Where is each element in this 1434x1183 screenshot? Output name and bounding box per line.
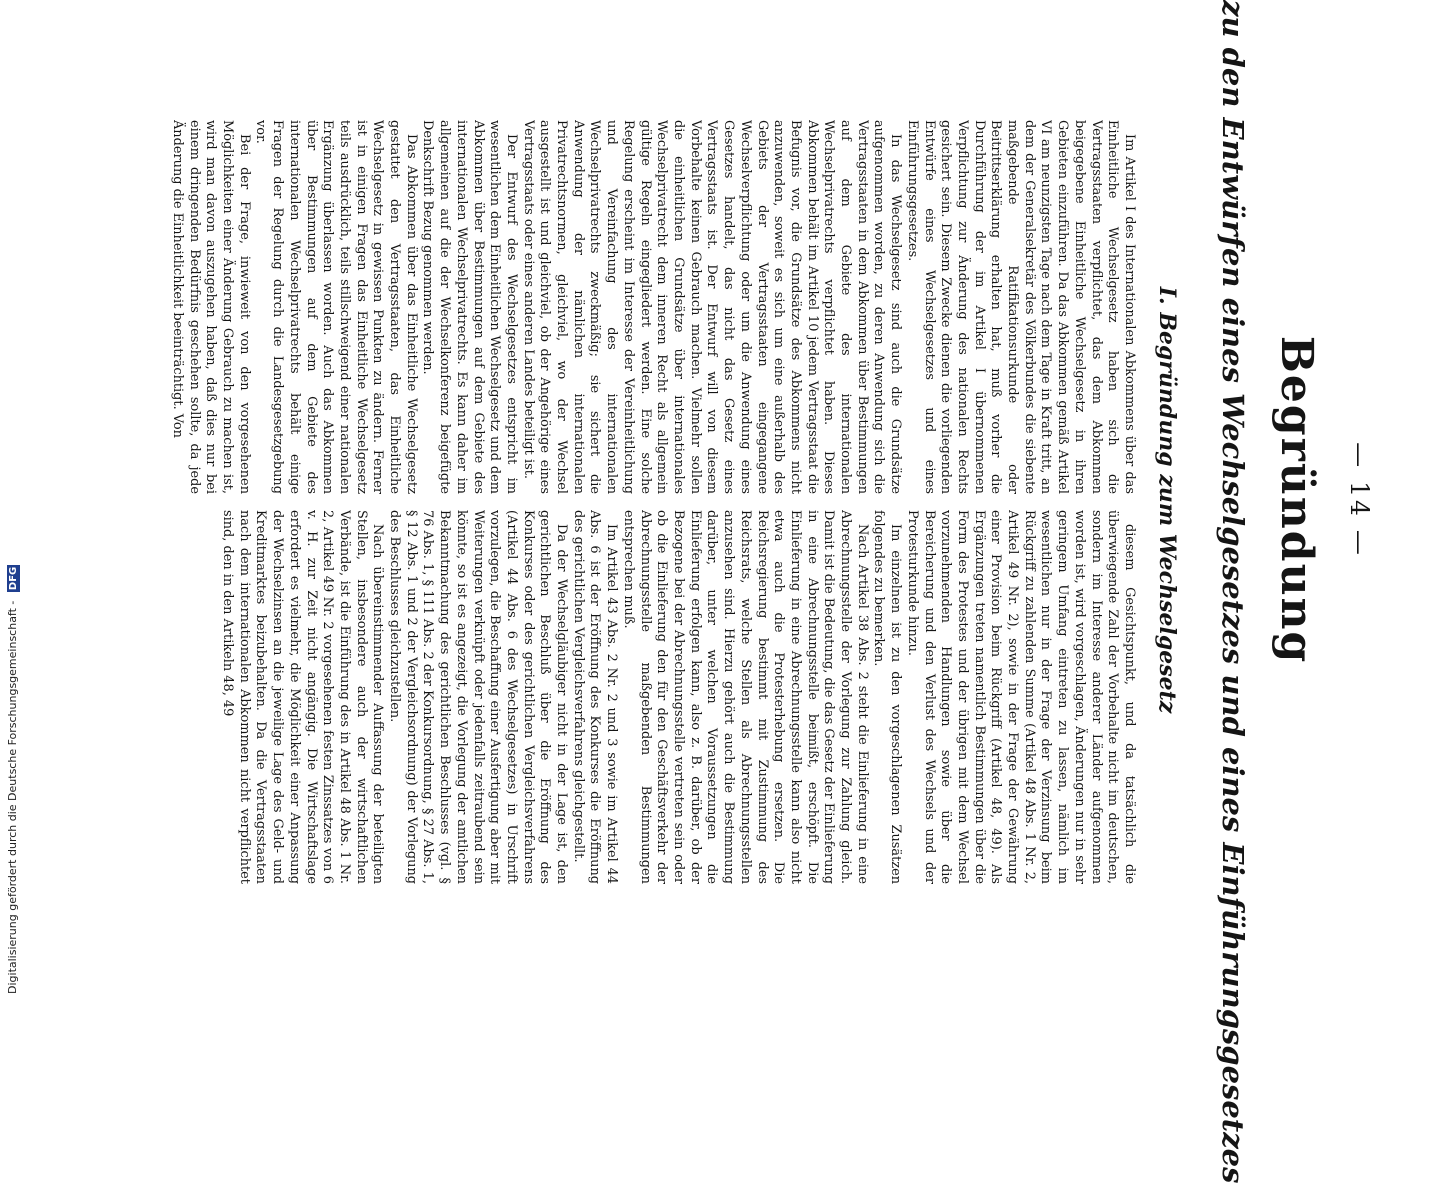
paragraph: Der Entwurf des Wechselgesetzes entspricht im wesentlichen dem Einheitlichen Wechselgesetz und dem Abkommen über Bestimmungen auf dem Gebiete des internationalen Wechselprivatrechts. Es kann daher im allgemeinen auf die der Wechselkonferenz beigefügte Denkschrift Bezug genommen werden. [420,120,519,494]
page-number: — 14 — [1345,442,1374,558]
section-heading: I. Begründung zum Wechselgesetz [1154,286,1180,714]
paragraph: Nach Artikel 38 Abs. 2 steht die Einlieferung in eine Abrechnungsstelle der Vorlegung zur Zahlung gleich. Damit ist die Bedeutung, die das Gesetz der Einlieferung in eine Abrechnungsstelle beimißt, erschöpft. Die Einlieferung in eine Abrechnungsstelle kann also nicht etwa auch die Protesterhebung ersetzen. Die Reichsregierung bestimmt mit Zustimmung des Reichsrats, welche Stellen als Abrechnungsstellen anzusehen sind. Hierzu gehört auch die Bestimmung darüber, unter welchen Voraussetzungen die Einlieferung erfolgen kann, also z. B. darüber, ob der Bezogene bei der Abrechnungsstelle vertreten sein oder ob die Einlieferung den für den Geschäftsverkehr der Abrechnungsstelle maßgebenden Bestimmungen entsprechen muß. [620,510,870,884]
credit-text: Digitalisierung gefördert durch die Deutsche Forschungsgemeinschaft - [6,600,19,994]
paragraph: Im Artikel I des Internationalen Abkommens über das Einheitliche Wechselgesetz haben sich die Vertragsstaaten verpflichtet, das dem Abkommen beigegebene Einheitliche Wechselgesetz in ihren Gebieten einzuführen. Da das Abkommen gemäß Artikel VI am neunzigsten Tage nach dem Tage in Kraft tritt, an dem der Generalsekretär des Völkerbundes die siebente maßgebende Ratifikationsurkunde oder Beitrittserklärung erhalten hat, muß vorher die Durchführung der im Artikel I übernommenen Verpflichtung zur Änderung des nationalen Rechts gesichert sein. Diesem Zwecke dienen die vorliegenden Entwürfe eines Wechselgesetzes und eines Einführungsgesetzes. [904,120,1137,494]
page-title: Begründung [1271,335,1322,665]
paragraph: Das Abkommen über das Einheitliche Wechselgesetz gestattet den Vertragsstaaten, das Einheitliche Wechselgesetz in gewissen Punkten zu ändern. Ferner ist in einigen Fragen das Einheitliche Wechselgesetz teils ausdrücklich, teils stillschweigend einer nationalen Ergänzung überlassen worden. Auch das Abkommen über Bestimmungen auf dem Gebiete des internationalen Wechselprivatrechts behält einige Fragen der Regelung durch die Landesgesetzgebung vor. [253,120,419,494]
paragraph: Nach übereinstimmender Auffassung der beteiligten Stellen, insbesondere auch der wirtschaftlichen Verbände, ist die Einführung des in Artikel 48 Abs. 1 Nr. 2, Artikel 49 Nr. 2 vorgesehenen festen Zinssatzes von 6 v. H. zur Zeit nicht angängig. Die Wirtschaftslage erfordert es vielmehr, die Möglichkeit einer Anpassung der Wechselzinsen an die jeweilige Lage des Geld- und Kreditmarktes beizubehalten. Da die Vertragsstaaten nach dem internationalen Abkommen nicht verpflichtet sind, den in den Artikeln 48, 49 [220,510,386,884]
paragraph: In das Wechselgesetz sind auch die Grundsätze aufgenommen worden, zu deren Anwendung sich die Vertragsstaaten in dem Abkommen über Bestimmungen auf dem Gebiete des internationalen Wechselprivatrechts verpflichtet haben. Dieses Abkommen behält im Artikel 10 jedem Vertragsstaat die Befugnis vor, die Grundsätze des Abkommens nicht anzuwenden, soweit es sich um eine außerhalb des Gebiets der Vertragsstaaten eingegangene Wechselverpflichtung oder um die Anwendung eines Gesetzes handelt, das nicht das Gesetz eines Vertragsstaats ist. Der Entwurf will von diesem Vorbehalte keinen Gebrauch machen. Vielmehr sollen die einheitlichen Grundsätze über internationales Wechselprivatrecht dem inneren Recht als allgemein gültige Regeln eingegliedert werden. Eine solche Regelung erscheint im Interesse der Vereinheitlichung und Vereinfachung des internationalen Wechselprivatrechts zweckmäßig; sie sichert die Anwendung der nämlichen internationalen Privatrechtsnormen, gleichviel, wo der Wechsel ausgestellt ist und gleichviel, ob der Angehörige eines Vertragsstaats oder eines anderen Landes beteiligt ist. [520,120,904,494]
paragraph: Im einzelnen ist zu den vorgeschlagenen Zusätzen folgendes zu bemerken. [871,510,904,884]
paragraph: Bei der Frage, inwieweit von den vorgesehenen Möglichkeiten einer Änderung Gebrauch zu machen ist, wird man davon auszugehen haben, daß dies nur bei einem dringenden Bedürfnis geschehen sollte, da jede Änderung die Einheitlichkeit beeinträchtigt. Von [169,120,252,494]
text-column-right [125,510,1137,884]
dfg-logo-icon: DFG [7,566,19,591]
paragraph: diesem Gesichtspunkt, und da tatsächlich die überwiegende Zahl der Vorbehalte nicht im deutschen, sondern im Interesse anderer Länder aufgenommen worden ist, wird vorgeschlagen, Änderungen nur in sehr geringem Umfang eintreten zu lassen, nämlich im wesentlichen nur in der Frage der Verzinsung beim Rückgriff zu zahlenden Summe (Artikel 48 Abs. 1 Nr. 2, Artikel 49 Nr. 2), sowie in der Frage der Gewährung einer Provision beim Rückgriff (Artikel 48, 49). Als Ergänzungen treten namentlich Bestimmungen über die Form des Protestes und der übrigen mit dem Wechsel vorzunehmenden Handlungen sowie über die Bereicherung und den Verlust des Wechsels und der Protesturkunde hinzu. [904,510,1137,884]
text-column-left [125,120,1137,494]
digitization-credit [3,0,22,1000]
page-subtitle: zu den Entwürfen eines Wechselgesetzes und eines Einführungsgesetzes [1216,0,1250,1183]
paragraph: Da der Wechselgläubiger nicht in der Lage ist, den gerichtlichen Beschluß über die Eröffnung des Konkurses oder des gerichtlichen Vergleichsverfahrens (Artikel 44 Abs. 6 des Wechselgesetzes) in Urschrift vorzulegen, die Beschaffung einer Ausfertigung aber mit Weiterungen verknüpft oder jedenfalls zeitraubend sein könnte, so ist es angezeigt, die Vorlegung der amtlichen Bekanntmachung des gerichtlichen Beschlusses (vgl. § 76 Abs. 1, § 111 Abs. 2 der Konkursordnung, § 27 Abs. 1, § 12 Abs. 1 und 2 der Vergleichsordnung) der Vorlegung des Beschlusses gleichzustellen. [387,510,570,884]
paragraph: Im Artikel 43 Abs. 2 Nr. 2 und 3 sowie im Artikel 44 Abs. 6 ist der Eröffnung des Konkurses die Eröffnung des gerichtlichen Vergleichsverfahrens gleichgestellt. [570,510,620,884]
